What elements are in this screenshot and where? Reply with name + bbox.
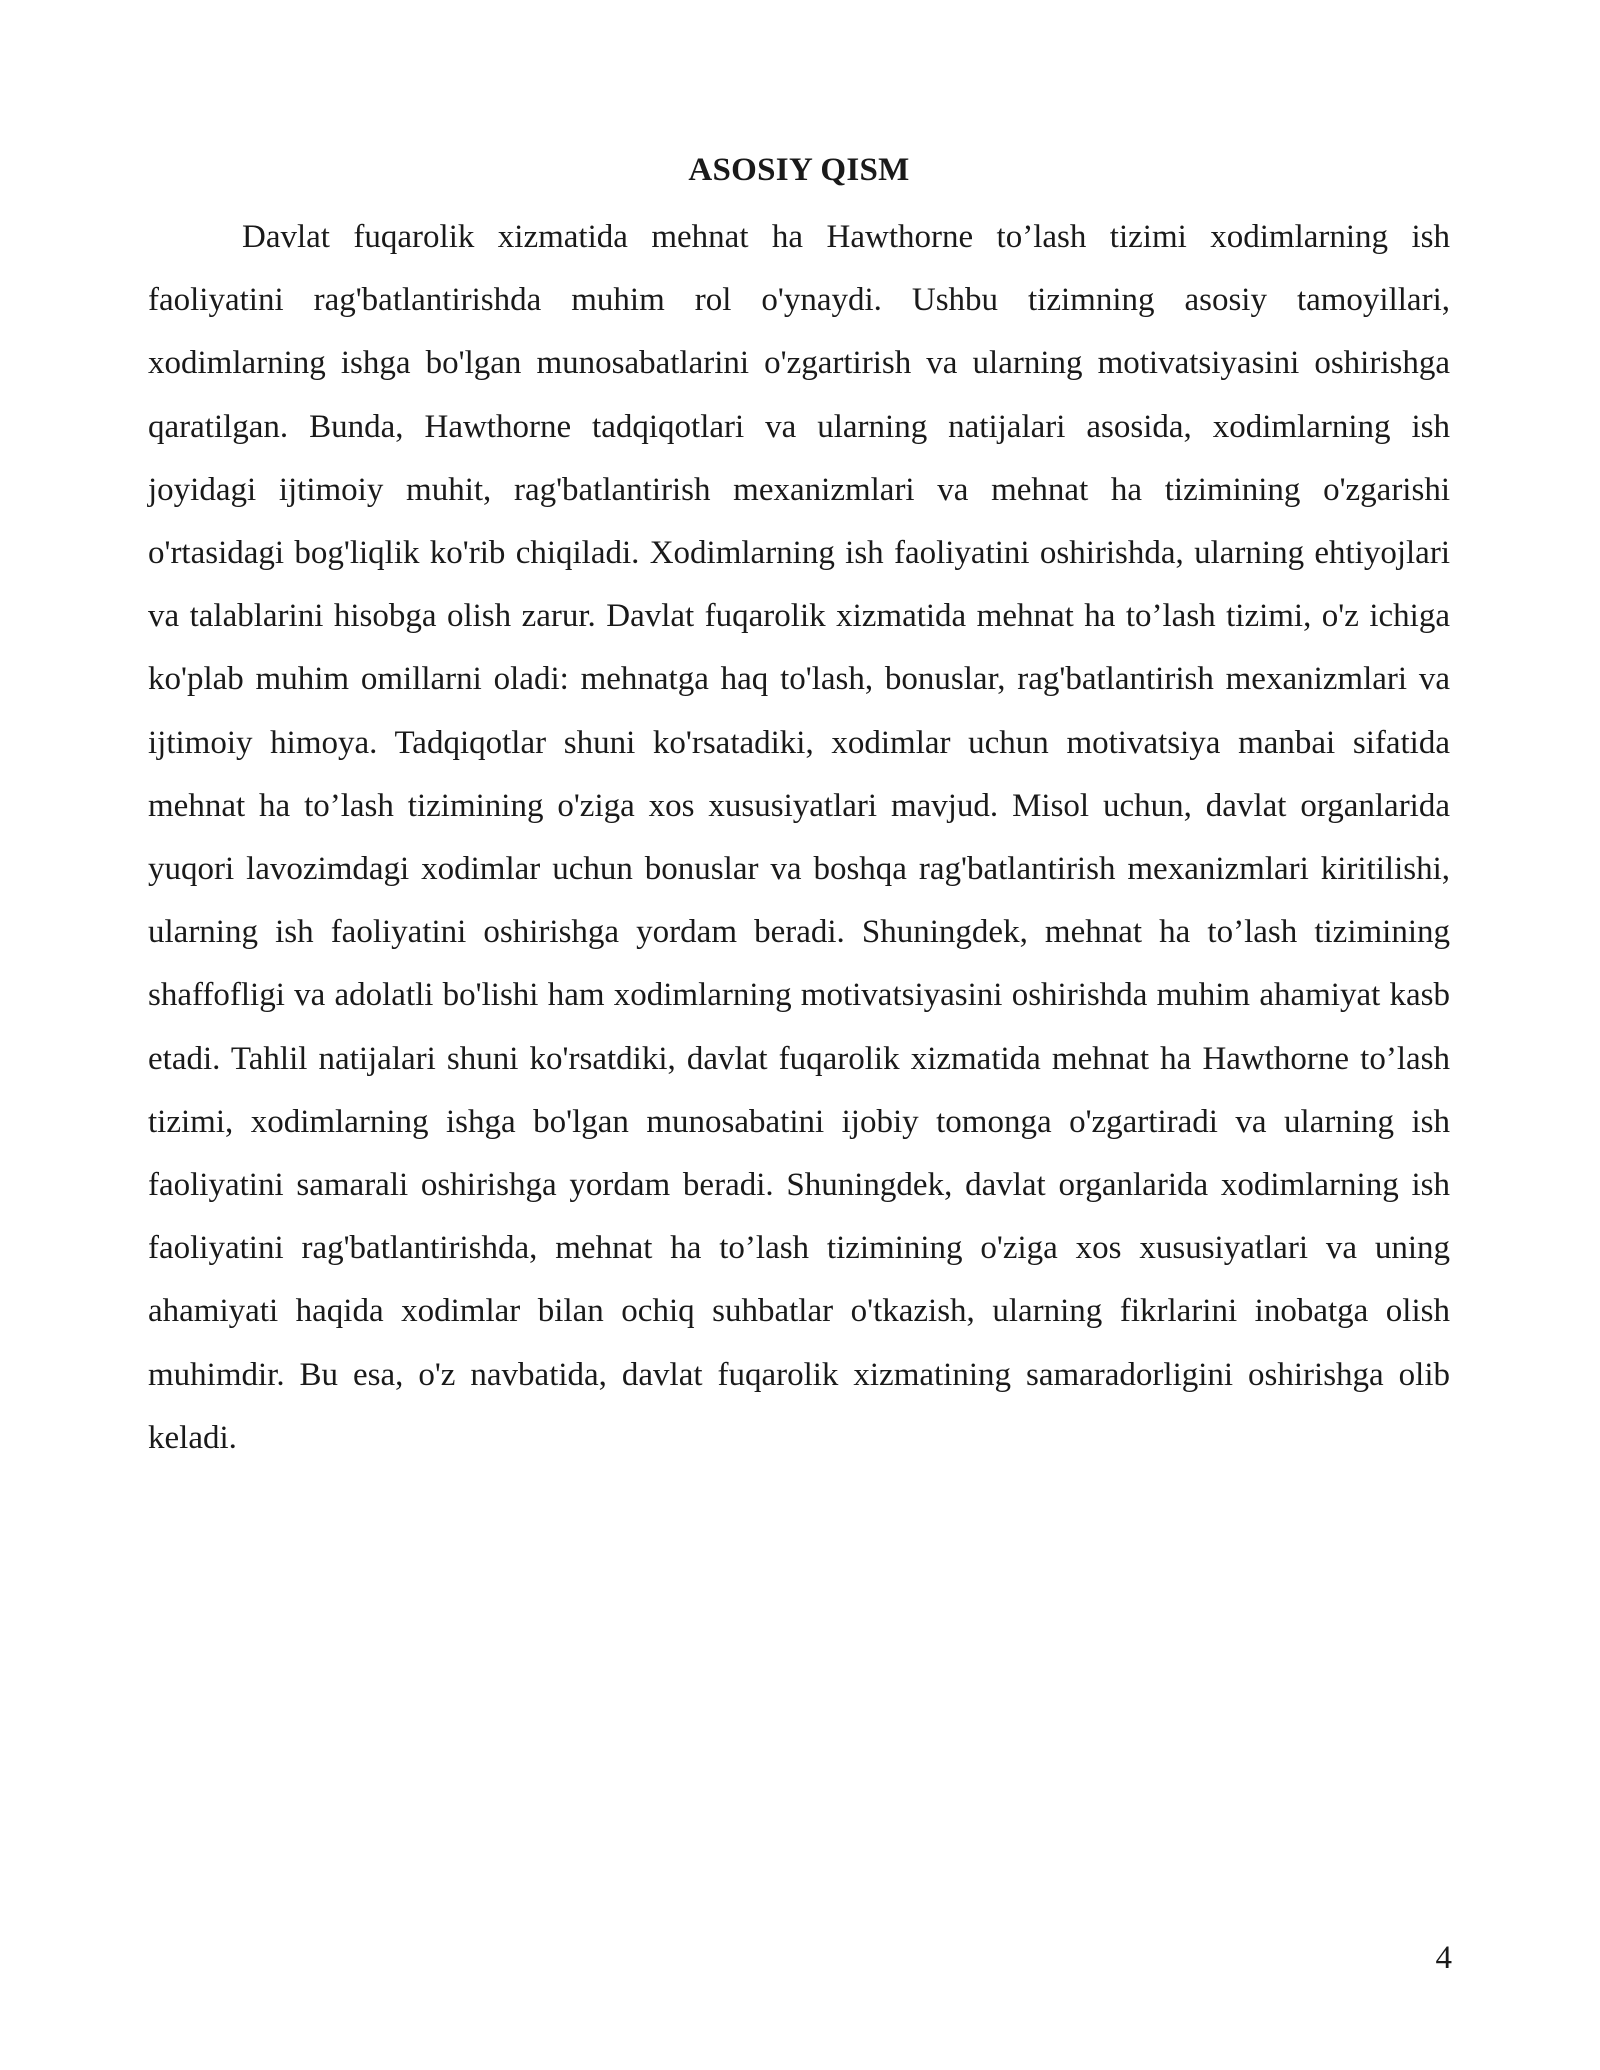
section-heading: ASOSIY QISM bbox=[688, 152, 910, 188]
body-paragraph: Davlat fuqarolik xizmatida mehnat ha Hawthorne to’lash tizimi xodimlarning ish faoliyatini rag'batlantirishda muhim rol o'ynaydi. Ushbu tizimning asosiy tamoyillari, xodimlarning ishga bo'lgan munosabatlarini o'zgartirish va ularning motivatsiyasini oshirishga qaratilgan. Bunda, Hawthorne tadqiqotlari va ularning natijalari asosida, xodimlarning ish joyidagi ijtimoiy muhit, rag'batlantirish mexanizmlari va mehnat ha tizimining o'zgarishi o'rtasidagi bog'liqlik ko'rib chiqiladi. Xodimlarning ish faoliyatini oshirishda, ularning ehtiyojlari va talablarini hisobga olish zarur. Davlat fuqarolik xizmatida mehnat ha to’lash tizimi, o'z ichiga ko'plab muhim omillarni oladi: mehnatga haq to'lash, bonuslar, rag'batlantirish mexanizmlari va ijtimoiy himoya. Tadqiqotlar shuni ko'rsatadiki, xodimlar uchun motivatsiya manbai sifatida mehnat ha to’lash tizimining o'ziga xos xususiyatlari mavjud. Misol uchun, davlat organlarida yuqori lavozimdagi xodimlar uchun bonuslar va boshqa rag'batlantirish mexanizmlari kiritilishi, ularning ish faoliyatini oshirishga yordam beradi. Shuningdek, mehnat ha to’lash tizimining shaffofligi va adolatli bo'lishi ham xodimlarning motivatsiyasini oshirishda muhim ahamiyat kasb etadi. Tahlil natijalari shuni ko'rsatdiki, davlat fuqarolik xizmatida mehnat ha Hawthorne to’lash tizimi, xodimlarning ishga bo'lgan munosabatini ijobiy tomonga o'zgartiradi va ularning ish faoliyatini samarali oshirishga yordam beradi. Shuningdek, davlat organlarida xodimlarning ish faoliyatini rag'batlantirishda, mehnat ha to’lash tizimining o'ziga xos xususiyatlari va uning ahamiyati haqida xodimlar bilan ochiq suhbatlar o'tkazish, ularning fikrlarini inobatga olish muhimdir. Bu esa, o'z navbatida, davlat fuqarolik xizmatining samaradorligini oshirishga olib keladi. bbox=[148, 219, 1450, 1456]
page-content bbox=[148, 148, 1450, 1470]
page-number: 4 bbox=[1435, 1940, 1452, 1976]
